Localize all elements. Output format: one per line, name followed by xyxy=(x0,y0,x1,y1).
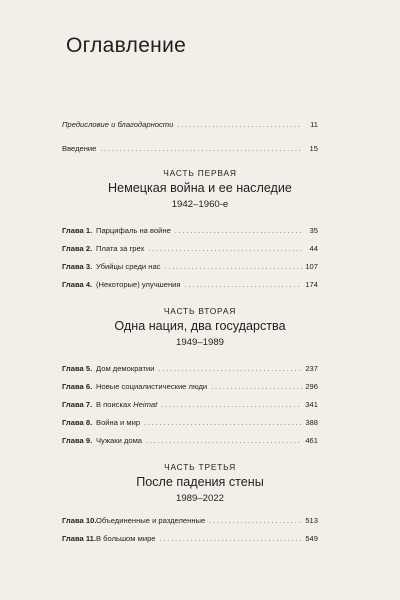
dot-leader xyxy=(161,401,302,411)
dot-leader xyxy=(185,281,302,291)
chapter-entry-9 xyxy=(62,436,318,447)
chapter-page: 107 xyxy=(305,262,318,271)
chapter-entry-7 xyxy=(62,400,318,411)
dot-leader xyxy=(158,365,302,375)
chapter-number: Глава 5. xyxy=(62,364,93,373)
chapter-entry-10 xyxy=(62,516,318,527)
chapter-page: 513 xyxy=(305,516,318,525)
chapter-title: (Некоторые) улучшения xyxy=(96,280,181,289)
chapter-page: 237 xyxy=(305,364,318,373)
chapter-title: Новые социалистические люди xyxy=(96,382,208,391)
chapter-number: Глава 10. xyxy=(62,516,97,525)
chapter-title: Объединенные и разделенные xyxy=(96,516,206,525)
chapter-title-emphasis: Heimat xyxy=(133,400,158,409)
chapter-title: Плата за грех xyxy=(96,244,145,253)
chapter-number: Глава 6. xyxy=(62,382,93,391)
page-title: Оглавление xyxy=(66,34,187,57)
chapter-entry-5 xyxy=(62,364,318,375)
entry-title: Введение xyxy=(62,144,97,153)
chapter-number: Глава 8. xyxy=(62,418,93,427)
chapter-page: 341 xyxy=(305,400,318,409)
chapter-title: Убийцы среди нас xyxy=(96,262,161,271)
entry-page: 11 xyxy=(310,120,318,129)
chapter-entry-1 xyxy=(62,226,318,237)
part-years: 1949–1989 xyxy=(175,337,225,348)
dot-leader xyxy=(175,227,302,237)
chapter-entry-3 xyxy=(62,262,318,273)
part-title: После падения стены xyxy=(136,475,264,489)
dot-leader xyxy=(164,263,302,273)
chapter-page: 174 xyxy=(305,280,318,289)
dot-leader xyxy=(148,245,302,255)
chapter-title-prefix: В поисках xyxy=(96,400,134,409)
chapter-entry-11 xyxy=(62,534,318,545)
part-heading-2 xyxy=(0,306,400,348)
chapter-page: 44 xyxy=(309,244,318,253)
dot-leader xyxy=(146,437,302,447)
dot-leader xyxy=(100,145,302,155)
chapter-number: Глава 11. xyxy=(62,534,97,543)
chapter-entry-6 xyxy=(62,382,318,393)
entry-title: Предисловие и благодарности xyxy=(62,120,174,129)
part-label: ЧАСТЬ ПЕРВАЯ xyxy=(163,168,237,178)
chapter-number: Глава 9. xyxy=(62,436,93,445)
chapter-title: Чужаки дома xyxy=(96,436,143,445)
dot-leader xyxy=(144,419,302,429)
part-heading-3 xyxy=(0,462,400,504)
dot-leader xyxy=(160,535,302,545)
part-title: Немецкая война и ее наследие xyxy=(108,181,292,195)
chapter-number: Глава 2. xyxy=(62,244,93,253)
part-label: ЧАСТЬ ТРЕТЬЯ xyxy=(164,462,236,472)
part-label: ЧАСТЬ ВТОРАЯ xyxy=(163,306,237,316)
dot-leader xyxy=(177,121,302,131)
chapter-number: Глава 4. xyxy=(62,280,93,289)
chapter-entry-8 xyxy=(62,418,318,429)
chapter-page: 35 xyxy=(309,226,318,235)
chapter-page: 549 xyxy=(305,534,318,543)
chapter-number: Глава 7. xyxy=(62,400,93,409)
toc-entry-preface xyxy=(62,120,318,131)
chapter-page: 388 xyxy=(305,418,318,427)
chapter-number: Глава 1. xyxy=(62,226,93,235)
part-title: Одна нация, два государства xyxy=(114,319,286,333)
chapter-title xyxy=(96,400,157,409)
chapter-title: Война и мир xyxy=(96,418,141,427)
chapter-title: В большом мире xyxy=(96,534,156,543)
chapter-entry-4 xyxy=(62,280,318,291)
chapter-page: 296 xyxy=(305,382,318,391)
chapter-title: Дом демократии xyxy=(96,364,155,373)
chapter-entry-2 xyxy=(62,244,318,255)
chapter-title: Парцифаль на войне xyxy=(96,226,171,235)
toc-entry-introduction xyxy=(62,144,318,155)
chapter-number: Глава 3. xyxy=(62,262,93,271)
part-years: 1942–1960-е xyxy=(171,199,229,210)
chapter-page: 461 xyxy=(305,436,318,445)
part-heading-1 xyxy=(0,168,400,210)
dot-leader xyxy=(209,517,302,527)
dot-leader xyxy=(211,383,302,393)
part-years: 1989–2022 xyxy=(175,493,225,504)
entry-page: 15 xyxy=(309,144,318,153)
